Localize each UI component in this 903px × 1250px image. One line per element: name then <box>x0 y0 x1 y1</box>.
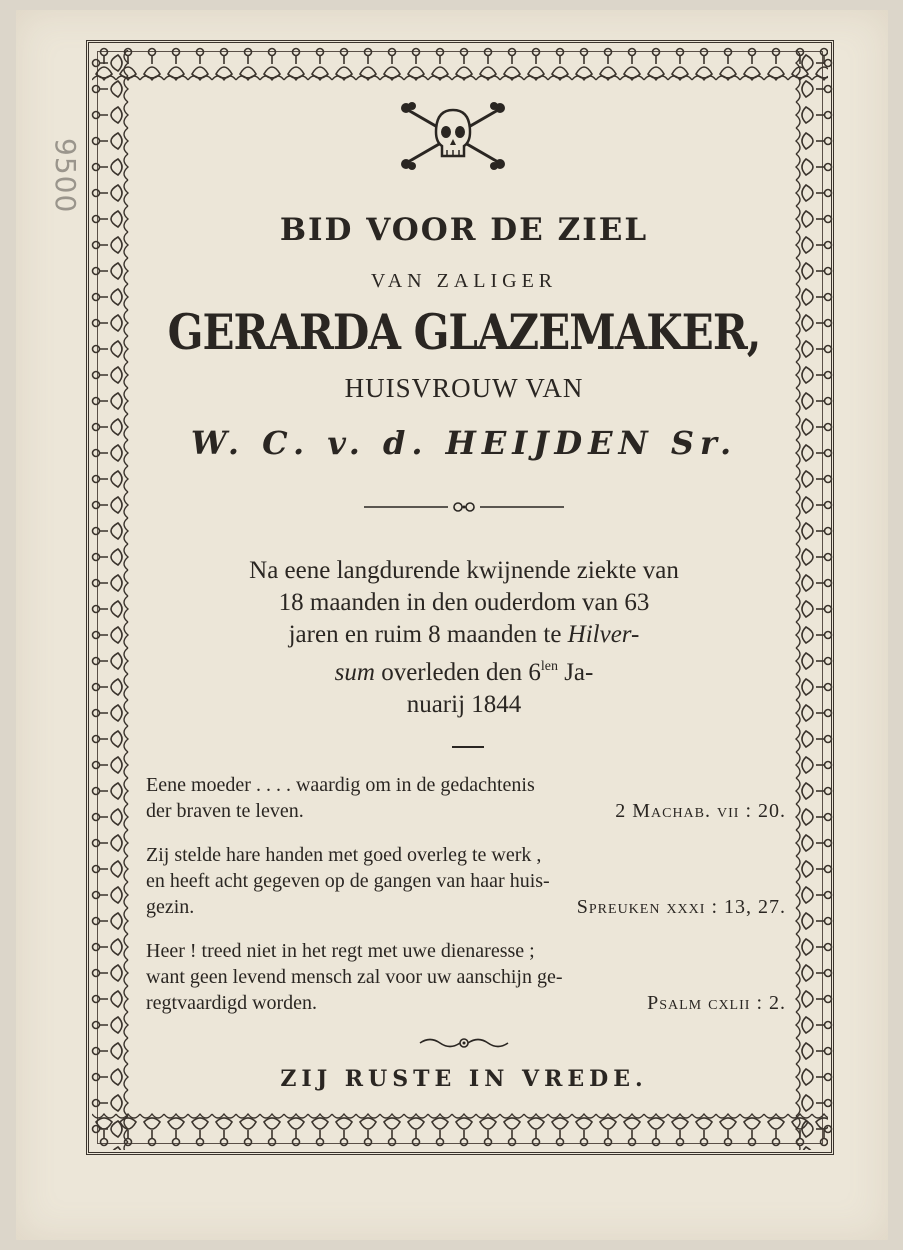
notice-line: sum overleden den $6^{len}$ Ja- <box>334 659 594 686</box>
subheading: VAN ZALIGER <box>370 270 558 292</box>
relation-label: HUISVROUW VAN <box>344 373 584 403</box>
verse-block <box>146 938 786 1016</box>
deceased-name: GERARDA GLAZEMAKER, <box>167 304 761 361</box>
ornament-border-left <box>88 50 136 1150</box>
death-notice <box>140 555 788 721</box>
notice-line: nuarij 1844 <box>406 691 522 718</box>
card-content <box>140 90 788 1105</box>
scroll-ornament-icon <box>416 1034 512 1052</box>
divider-ornament-icon <box>364 500 564 514</box>
verse-last-line: der braven te leven. 2 Machab. vii : 20. <box>146 800 786 822</box>
verse-reference: Spreuken xxxi : 13, 27. <box>576 896 786 918</box>
notice-line: 18 maanden in den ouderdom van 63 <box>278 589 650 616</box>
verse-line: Heer ! treed niet in het regt met uwe dienaresse ; <box>146 940 535 962</box>
skull-and-crossbones-icon <box>398 102 508 170</box>
verse-line: Eene moeder . . . . waardig om in de gedachtenis <box>146 774 535 796</box>
notice-line: Na eene langdurende kwijnende ziekte van <box>249 557 679 584</box>
verse-line: en heeft acht gegeven op de gangen van haar huis- <box>146 870 550 892</box>
ornament-border-top <box>92 44 828 86</box>
ornament-border-bottom <box>92 1108 828 1150</box>
verse-block <box>146 772 786 824</box>
notice-line: jaren en ruim 8 maanden te Hilver- <box>288 621 640 648</box>
archive-number: 9500 <box>49 138 82 214</box>
verse-last-line: gezin. Spreuken xxxi : 13, 27. <box>146 896 786 918</box>
verse-reference: Psalm cxlii : 2. <box>647 992 786 1014</box>
short-divider <box>452 746 484 748</box>
verse-last-line: regtvaardigd worden. Psalm cxlii : 2. <box>146 992 786 1014</box>
ornament-border-right <box>788 50 836 1150</box>
husband-name: W. C. v. d. HEIJDEN Sr. <box>190 424 738 462</box>
heading: BID VOOR DE ZIEL <box>279 212 649 248</box>
verse-block <box>146 842 786 920</box>
verse-reference: 2 Machab. vii : 20. <box>615 800 786 822</box>
closing-phrase: ZIJ RUSTE IN VREDE. <box>280 1066 648 1092</box>
verse-line: want geen levend mensch zal voor uw aanschijn ge- <box>146 966 563 988</box>
verse-line: Zij stelde hare handen met goed overleg te werk , <box>146 844 542 866</box>
